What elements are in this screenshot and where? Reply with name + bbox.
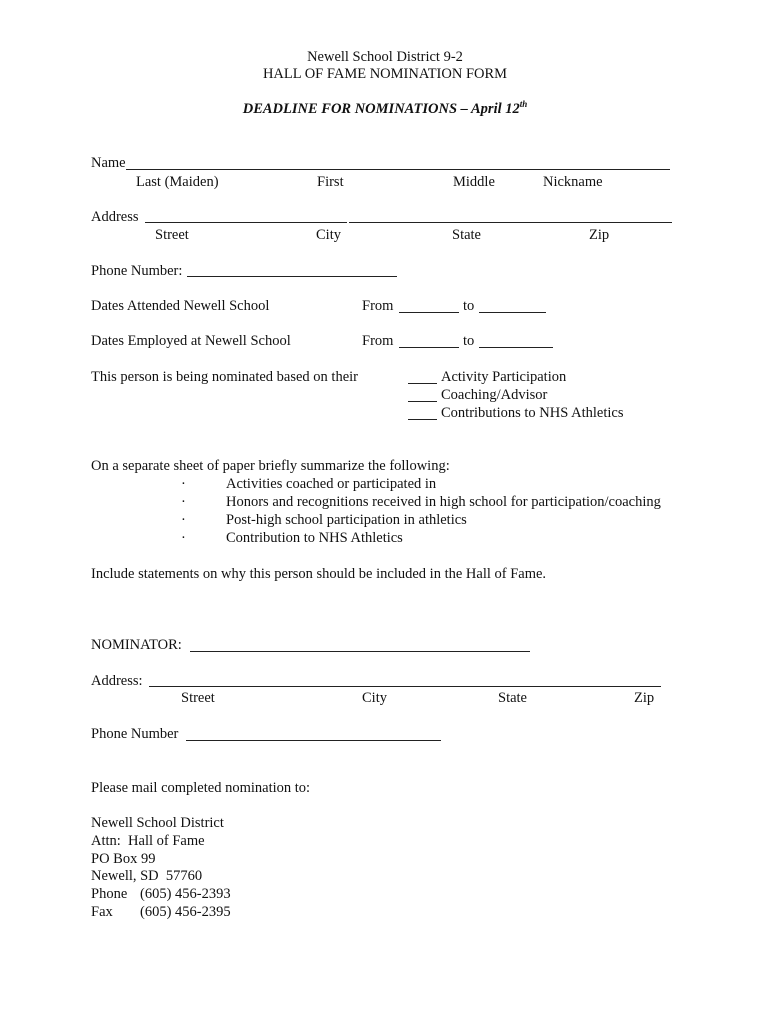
nominator-sub-street: Street xyxy=(181,690,215,706)
nominator-sub-state: State xyxy=(498,690,527,706)
deadline-heading xyxy=(0,101,770,118)
attended-label: Dates Attended Newell School xyxy=(91,298,270,314)
bullet-icon: · xyxy=(181,476,186,492)
address-sub-state: State xyxy=(452,227,481,243)
attended-to-label: to xyxy=(463,298,475,314)
basis-option-coaching: Coaching/Advisor xyxy=(441,387,548,403)
bullet-icon: · xyxy=(181,530,186,546)
mailing-fax: (605) 456-2395 xyxy=(140,904,231,920)
phone-label: Phone Number: xyxy=(91,263,183,279)
name-sub-last: Last (Maiden) xyxy=(136,174,219,190)
name-line[interactable] xyxy=(126,169,670,170)
form-title: HALL OF FAME NOMINATION FORM xyxy=(262,66,508,82)
mailing-phone-label: Phone xyxy=(91,886,128,902)
basis-option-activity: Activity Participation xyxy=(441,369,567,385)
deadline-superscript: th xyxy=(519,99,528,110)
attended-from-line[interactable] xyxy=(399,312,459,313)
name-sub-nickname: Nickname xyxy=(543,174,603,190)
employed-from-label: From xyxy=(362,333,394,349)
summary-statement: Include statements on why this person should be included in the Hall of Fame. xyxy=(91,566,547,582)
address-sub-city: City xyxy=(316,227,341,243)
basis-blank-contributions[interactable] xyxy=(408,419,437,420)
deadline-text: DEADLINE FOR NOMINATIONS – April 12 xyxy=(242,101,520,117)
name-sub-first: First xyxy=(317,174,344,190)
bullet-icon: · xyxy=(181,494,186,510)
nominator-name-line[interactable] xyxy=(190,651,530,652)
basis-label: This person is being nominated based on their xyxy=(91,369,358,385)
mailing-line: Newell School District xyxy=(91,815,224,831)
nominator-phone-label: Phone Number xyxy=(91,726,179,742)
employed-from-line[interactable] xyxy=(399,347,459,348)
basis-blank-coaching[interactable] xyxy=(408,401,437,402)
mailing-line: Newell, SD 57760 xyxy=(91,868,203,884)
summary-item: Activities coached or participated in xyxy=(226,476,437,492)
basis-blank-activity[interactable] xyxy=(408,383,437,384)
nominator-sub-zip: Zip xyxy=(634,690,655,706)
nominator-sub-city: City xyxy=(362,690,387,706)
nominator-address-line[interactable] xyxy=(149,686,661,687)
summary-item: Contribution to NHS Athletics xyxy=(226,530,403,546)
nominator-label: NOMINATOR: xyxy=(91,637,182,653)
name-label: Name xyxy=(91,155,126,171)
phone-line[interactable] xyxy=(187,276,397,277)
district-name: Newell School District 9-2 xyxy=(307,49,463,65)
nominator-phone-line[interactable] xyxy=(186,740,441,741)
attended-to-line[interactable] xyxy=(479,312,546,313)
mailing-line: PO Box 99 xyxy=(91,851,156,867)
mailing-phone: (605) 456-2393 xyxy=(140,886,231,902)
mailing-intro: Please mail completed nomination to: xyxy=(91,780,311,796)
mailing-fax-label: Fax xyxy=(91,904,113,920)
employed-to-label: to xyxy=(463,333,475,349)
address-street-line[interactable] xyxy=(145,222,347,223)
bullet-icon: · xyxy=(181,512,186,528)
address-sub-street: Street xyxy=(155,227,189,243)
employed-label: Dates Employed at Newell School xyxy=(91,333,291,349)
name-sub-middle: Middle xyxy=(453,174,495,190)
attended-from-label: From xyxy=(362,298,394,314)
nominator-address-label: Address: xyxy=(91,673,143,689)
employed-to-line[interactable] xyxy=(479,347,553,348)
summary-item: Honors and recognitions received in high school for participation/coaching xyxy=(226,494,661,510)
address-label: Address xyxy=(91,209,139,225)
address-city-state-zip-line[interactable] xyxy=(349,222,672,223)
mailing-line: Attn: Hall of Fame xyxy=(91,833,205,849)
address-sub-zip: Zip xyxy=(589,227,610,243)
basis-option-contributions: Contributions to NHS Athletics xyxy=(441,405,624,421)
summary-intro: On a separate sheet of paper briefly summarize the following: xyxy=(91,458,450,474)
summary-item: Post-high school participation in athletics xyxy=(226,512,467,528)
